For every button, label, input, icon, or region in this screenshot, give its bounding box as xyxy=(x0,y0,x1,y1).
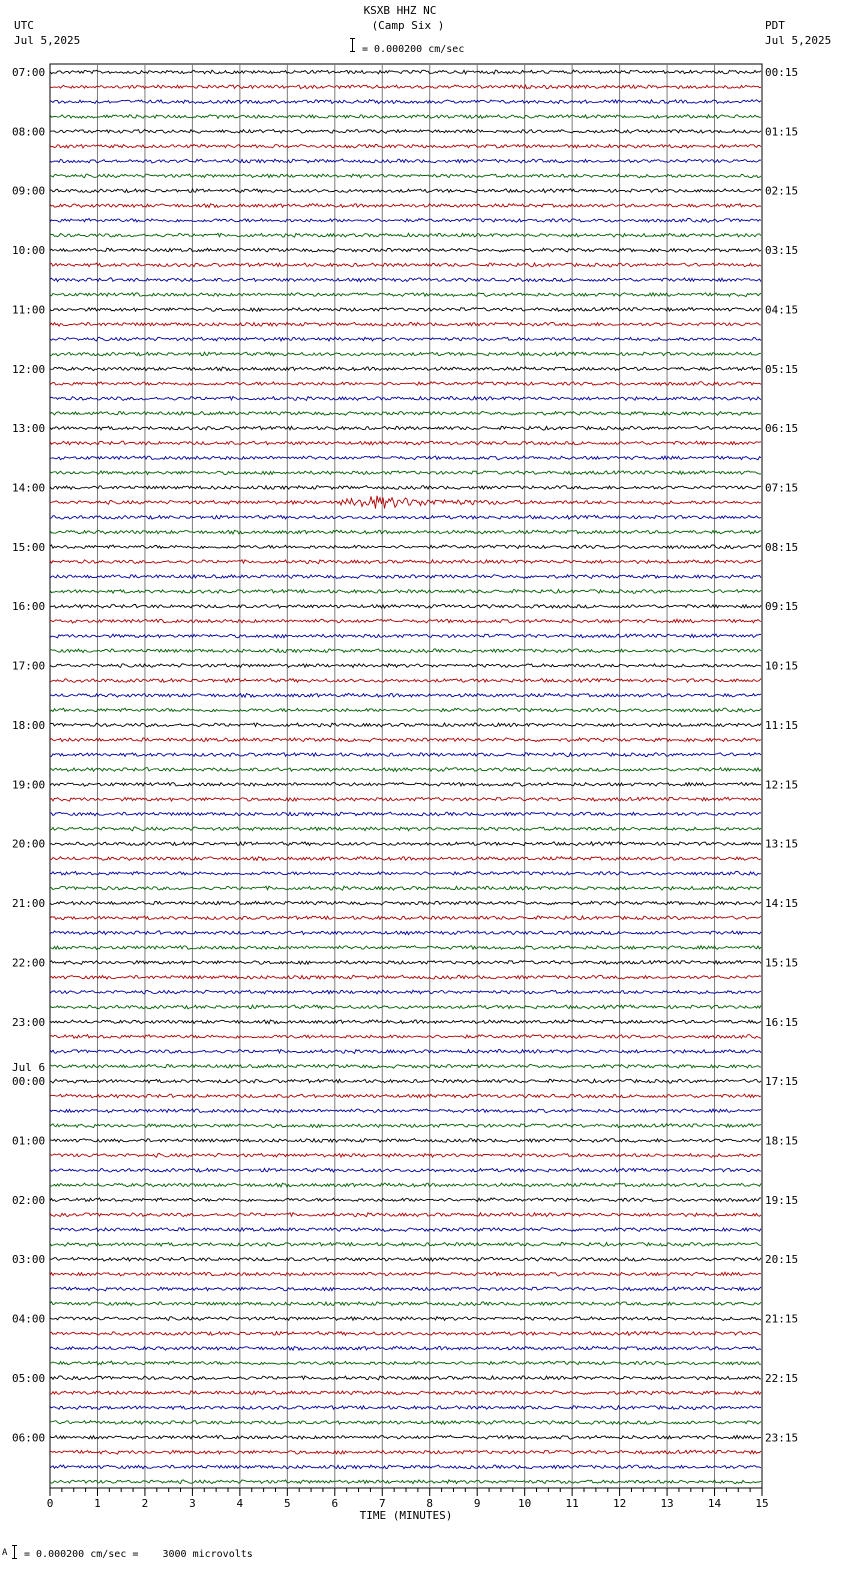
trace-line xyxy=(50,1361,761,1365)
pdt-hour-label: 14:15 xyxy=(765,897,799,911)
trace-line xyxy=(50,1109,761,1113)
trace-line xyxy=(50,931,761,935)
pdt-hour-label: 09:15 xyxy=(765,600,799,614)
trace-line xyxy=(50,990,761,994)
trace-line xyxy=(50,144,761,148)
trace-line xyxy=(50,1198,761,1202)
trace-line xyxy=(50,367,761,371)
left-timezone: UTC xyxy=(14,19,34,32)
trace-line xyxy=(50,545,761,549)
trace-line xyxy=(50,129,761,133)
trace-line xyxy=(50,1154,761,1158)
pdt-hour-label: 02:15 xyxy=(765,184,799,198)
utc-hour-label: 15:00 xyxy=(12,540,46,554)
trace-line xyxy=(50,1332,761,1336)
x-tick-label: 12 xyxy=(612,1497,627,1510)
trace-line xyxy=(50,1302,761,1306)
x-tick-label: 14 xyxy=(707,1497,722,1510)
right-date: Jul 5,2025 xyxy=(765,34,832,47)
trace-line xyxy=(50,233,761,237)
utc-hour-label: 20:00 xyxy=(12,837,46,851)
trace-line xyxy=(50,441,761,445)
trace-line xyxy=(50,961,761,965)
trace-line xyxy=(50,1094,761,1098)
trace-line xyxy=(50,871,761,875)
footer-prefix: A xyxy=(2,1548,8,1558)
utc-hour-label: 22:00 xyxy=(12,956,46,970)
trace-line xyxy=(50,842,761,846)
trace-line xyxy=(50,1287,761,1291)
pdt-hour-label: 03:15 xyxy=(765,244,799,258)
trace-line xyxy=(50,189,761,193)
pdt-hour-label: 08:15 xyxy=(765,540,799,554)
trace-line xyxy=(50,293,761,297)
trace-line xyxy=(50,1243,761,1247)
trace-line xyxy=(50,619,761,623)
trace-line xyxy=(50,723,761,727)
trace-line xyxy=(50,605,761,609)
trace-line xyxy=(50,1183,761,1187)
x-tick-label: 0 xyxy=(46,1497,54,1510)
trace-line xyxy=(50,1465,761,1469)
trace-line xyxy=(50,857,761,861)
trace-line xyxy=(50,1213,761,1217)
trace-line xyxy=(50,901,761,905)
pdt-hour-label: 20:15 xyxy=(765,1253,799,1267)
trace-line xyxy=(50,1050,761,1054)
x-tick-label: 5 xyxy=(284,1497,291,1510)
x-tick-label: 13 xyxy=(660,1497,674,1510)
pdt-hour-label: 13:15 xyxy=(765,837,799,851)
footer-scale-bar-icon xyxy=(14,1545,15,1559)
trace-line xyxy=(50,634,761,638)
x-tick-label: 2 xyxy=(141,1497,149,1510)
trace-line xyxy=(50,1376,761,1380)
utc-hour-label: 16:00 xyxy=(12,600,46,614)
trace-line xyxy=(50,693,761,697)
trace-line xyxy=(50,263,761,267)
trace-line xyxy=(50,812,761,816)
trace-line xyxy=(50,308,761,312)
x-tick-label: 4 xyxy=(236,1497,244,1510)
trace-line xyxy=(50,382,761,386)
trace-line xyxy=(50,496,761,509)
trace-line xyxy=(50,1168,761,1172)
trace-line xyxy=(50,975,761,979)
utc-hour-label: 01:00 xyxy=(12,1134,46,1148)
trace-line xyxy=(50,1139,761,1143)
trace-line xyxy=(50,768,761,772)
date-change-label: Jul 6 xyxy=(12,1061,46,1075)
trace-line xyxy=(50,159,761,163)
x-tick-label: 15 xyxy=(755,1497,769,1510)
trace-line xyxy=(50,278,761,282)
right-timezone: PDT xyxy=(765,19,785,32)
trace-line xyxy=(50,1421,761,1425)
trace-line xyxy=(50,708,761,712)
utc-hour-label: 14:00 xyxy=(12,481,46,495)
utc-hour-label: 08:00 xyxy=(12,125,46,139)
trace-line xyxy=(50,1020,761,1024)
utc-hour-label: 03:00 xyxy=(12,1253,46,1267)
trace-line xyxy=(50,664,761,668)
utc-hour-label: 18:00 xyxy=(12,718,46,732)
trace-line xyxy=(50,174,761,178)
trace-line xyxy=(50,753,761,757)
trace-line xyxy=(50,426,761,430)
utc-hour-label: 12:00 xyxy=(12,362,46,376)
trace-line xyxy=(50,679,761,683)
station-title: KSXB HHZ NC xyxy=(363,4,437,17)
trace-line xyxy=(50,1079,761,1083)
trace-line xyxy=(50,218,761,222)
trace-line xyxy=(50,456,761,460)
trace-line xyxy=(50,783,761,787)
utc-hour-label: 23:00 xyxy=(12,1015,46,1029)
trace-line xyxy=(50,100,761,104)
trace-line xyxy=(50,827,761,831)
pdt-hour-label: 18:15 xyxy=(765,1134,799,1148)
pdt-hour-label: 06:15 xyxy=(765,422,799,436)
utc-hour-label: 07:00 xyxy=(12,66,46,79)
pdt-hour-label: 10:15 xyxy=(765,659,799,673)
trace-line xyxy=(50,115,761,119)
utc-hour-label: 19:00 xyxy=(12,778,46,792)
pdt-hour-label: 19:15 xyxy=(765,1193,799,1207)
site-name: (Camp Six ) xyxy=(371,19,445,32)
trace-line xyxy=(50,412,761,416)
pdt-hour-label: 01:15 xyxy=(765,125,799,139)
trace-line xyxy=(50,248,761,252)
trace-line xyxy=(50,337,761,341)
trace-line xyxy=(50,85,761,89)
trace-line xyxy=(50,1435,761,1439)
scale-text: = 0.000200 cm/sec xyxy=(362,44,465,55)
x-tick-label: 6 xyxy=(331,1497,339,1510)
utc-hour-label: 21:00 xyxy=(12,897,46,911)
trace-line xyxy=(50,575,761,579)
pdt-hour-label: 23:15 xyxy=(765,1431,799,1445)
trace-line xyxy=(50,797,761,801)
x-tick-label: 7 xyxy=(378,1497,386,1510)
utc-hour-label: 11:00 xyxy=(12,303,46,317)
pdt-hour-label: 11:15 xyxy=(765,718,799,732)
x-tick-label: 8 xyxy=(426,1497,434,1510)
pdt-hour-label: 15:15 xyxy=(765,956,799,970)
trace-line xyxy=(50,1346,761,1350)
utc-hour-label: 13:00 xyxy=(12,422,46,436)
x-tick-label: 10 xyxy=(518,1497,532,1510)
footer-scale-text: = 0.000200 cm/sec = 3000 microvolts xyxy=(24,1549,253,1560)
pdt-hour-label: 00:15 xyxy=(765,66,799,79)
trace-line xyxy=(50,590,761,594)
trace-line xyxy=(50,1257,761,1261)
trace-line xyxy=(50,1035,761,1039)
trace-line xyxy=(50,946,761,950)
pdt-hour-label: 04:15 xyxy=(765,303,799,317)
trace-line xyxy=(50,471,761,475)
utc-hour-label: 17:00 xyxy=(12,659,46,673)
pdt-hour-label: 21:15 xyxy=(765,1312,799,1326)
utc-hour-label: 10:00 xyxy=(12,244,46,258)
utc-hour-label: 04:00 xyxy=(12,1312,46,1326)
trace-line xyxy=(50,649,761,653)
pdt-hour-label: 22:15 xyxy=(765,1371,799,1385)
trace-line xyxy=(50,886,761,890)
trace-line xyxy=(50,397,761,401)
utc-hour-label: 09:00 xyxy=(12,184,46,198)
pdt-hour-label: 12:15 xyxy=(765,778,799,792)
utc-hour-label: 05:00 xyxy=(12,1371,46,1385)
x-tick-label: 9 xyxy=(473,1497,481,1510)
trace-line xyxy=(50,1228,761,1232)
pdt-hour-label: 07:15 xyxy=(765,481,799,495)
pdt-hour-label: 17:15 xyxy=(765,1075,799,1089)
trace-line xyxy=(50,486,761,490)
x-tick-label: 11 xyxy=(565,1497,579,1510)
trace-line xyxy=(50,1124,761,1128)
utc-hour-label: 06:00 xyxy=(12,1431,46,1445)
trace-line xyxy=(50,1064,761,1068)
pdt-hour-label: 05:15 xyxy=(765,362,799,376)
trace-line xyxy=(50,204,761,208)
trace-line xyxy=(50,352,761,356)
trace-line xyxy=(50,1317,761,1321)
utc-hour-label: 00:00 xyxy=(12,1075,46,1089)
trace-line xyxy=(50,1450,761,1454)
trace-line xyxy=(50,515,761,519)
utc-hour-label: 02:00 xyxy=(12,1193,46,1207)
trace-line xyxy=(50,530,761,534)
trace-line xyxy=(50,1005,761,1009)
pdt-hour-label: 16:15 xyxy=(765,1015,799,1029)
trace-line xyxy=(50,322,761,326)
x-tick-label: 1 xyxy=(94,1497,101,1510)
x-axis-label: TIME (MINUTES) xyxy=(359,1509,453,1522)
trace-line xyxy=(50,1406,761,1410)
trace-line xyxy=(50,1272,761,1276)
left-date: Jul 5,2025 xyxy=(14,34,81,47)
trace-line xyxy=(50,738,761,742)
x-tick-label: 3 xyxy=(189,1497,196,1510)
trace-line xyxy=(50,916,761,920)
trace-line xyxy=(50,560,761,564)
trace-line xyxy=(50,1391,761,1395)
trace-line xyxy=(50,1480,761,1484)
trace-line xyxy=(50,70,761,74)
